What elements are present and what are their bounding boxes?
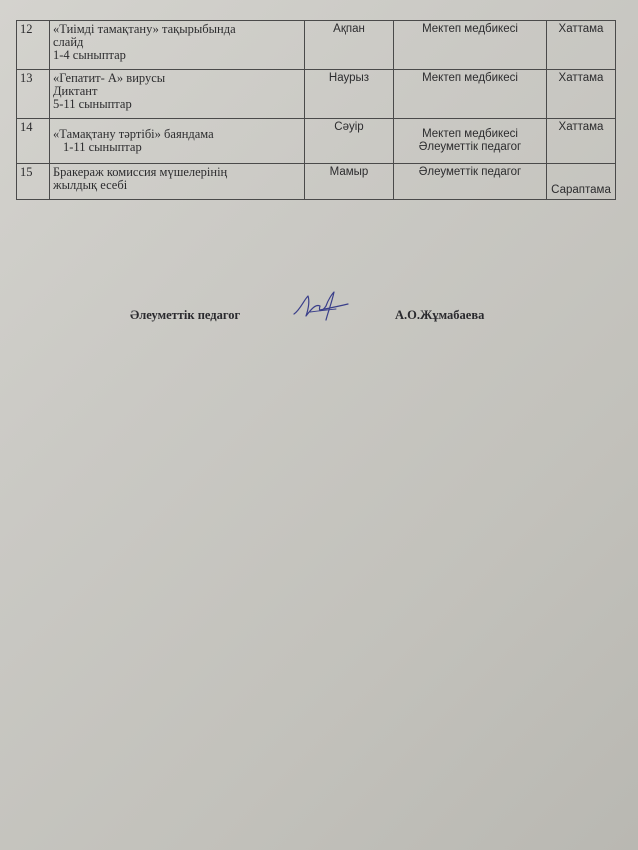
row-period: Ақпан — [305, 21, 394, 70]
topic-line: слайд — [53, 35, 84, 49]
responsible-line: Мектеп медбикесі — [422, 128, 518, 140]
row-form: Хаттама — [547, 119, 616, 164]
signature-role: Әлеуметтік педагог — [130, 308, 241, 322]
row-responsible — [394, 119, 547, 164]
plan-table — [16, 20, 616, 200]
topic-line: 5-11 сыныптар — [53, 97, 132, 111]
row-period: Наурыз — [305, 70, 394, 119]
signature-block — [130, 300, 530, 330]
row-period: Сәуір — [305, 119, 394, 164]
row-number: 15 — [17, 164, 50, 200]
row-number: 12 — [17, 21, 50, 70]
table-row — [17, 119, 616, 164]
topic-line: 1-4 сыныптар — [53, 48, 126, 62]
row-number: 13 — [17, 70, 50, 119]
topic-line: 1-11 сыныптар — [63, 140, 142, 154]
topic-line: «Тиімді тамақтану» тақырыбында — [53, 22, 236, 36]
row-number: 14 — [17, 119, 50, 164]
topic-line: «Тамақтану тәртібі» баяндама — [53, 127, 214, 141]
table-row — [17, 70, 616, 119]
row-topic — [50, 164, 305, 200]
responsible-line: Мектеп медбикесі — [422, 23, 518, 35]
row-topic — [50, 70, 305, 119]
topic-line: «Гепатит- А» вирусы — [53, 71, 166, 85]
responsible-line: Әлеуметтік педагог — [418, 141, 522, 153]
handwritten-signature — [290, 288, 350, 328]
topic-line: жылдық есебі — [53, 178, 128, 192]
responsible-line: Мектеп медбикесі — [422, 72, 518, 84]
row-form: Сараптама — [547, 164, 616, 200]
row-responsible — [394, 70, 547, 119]
topic-line: Диктант — [53, 84, 98, 98]
row-form: Хаттама — [547, 21, 616, 70]
table-row — [17, 21, 616, 70]
row-responsible — [394, 21, 547, 70]
row-responsible — [394, 164, 547, 200]
row-topic — [50, 21, 305, 70]
responsible-line: Әлеуметтік педагог — [418, 166, 522, 178]
row-topic — [50, 119, 305, 164]
row-form: Хаттама — [547, 70, 616, 119]
row-period: Мамыр — [305, 164, 394, 200]
topic-line: Бракераж комиссия мүшелерінің — [53, 165, 228, 179]
table-row — [17, 164, 616, 200]
signature-name: А.О.Жұмабаева — [395, 308, 485, 322]
